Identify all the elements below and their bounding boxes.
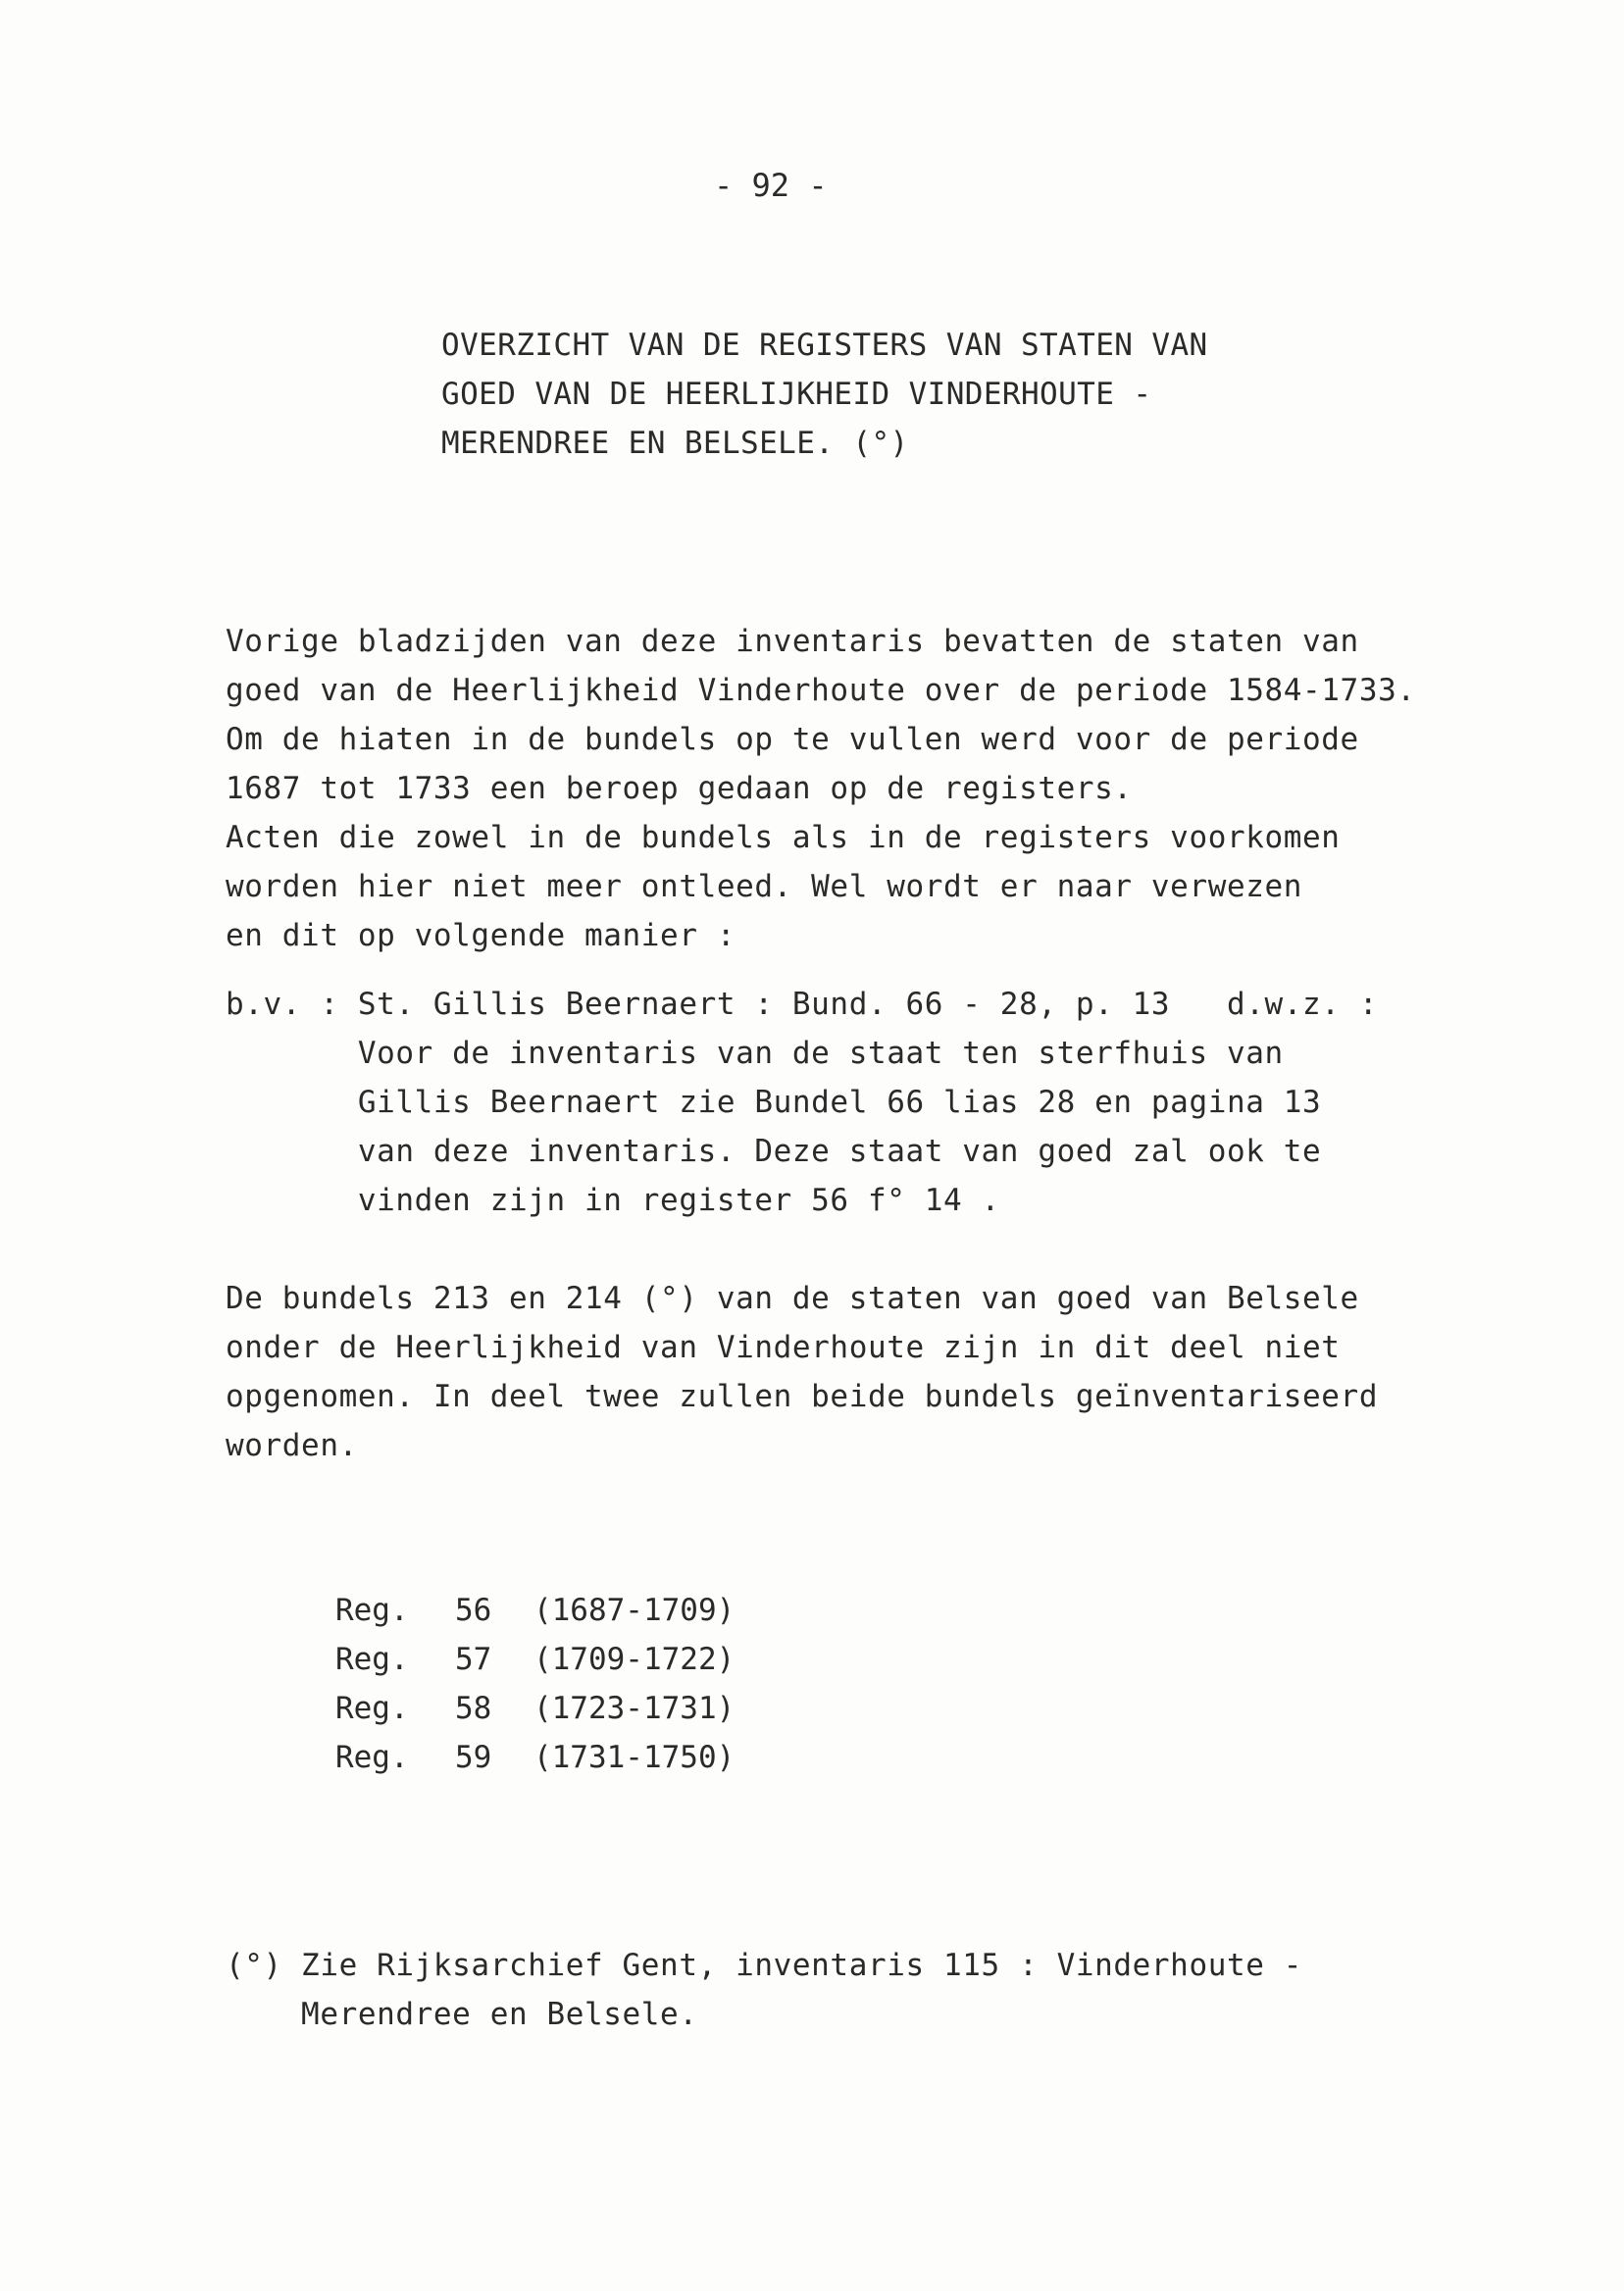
register-label: Reg. [334, 1642, 409, 1677]
register-label: Reg. [334, 1593, 409, 1628]
text-line: onder de Heerlijkheid van Vinderhoute zijn in dit deel niet [226, 1330, 1341, 1365]
register-number: 57 [454, 1642, 492, 1677]
text-line: (°) Zie Rijksarchief Gent, inventaris 115 : Vinderhoute - [226, 1948, 1303, 1983]
title-line: GOED VAN DE HEERLIJKHEID VINDERHOUTE - [441, 377, 1152, 412]
text-line: Merendree en Belsele. [226, 1997, 698, 2032]
page-number: - 92 - [714, 167, 828, 204]
register-label: Reg. [334, 1740, 409, 1775]
text-line: van deze inventaris. Deze staat van goed zal ook te [226, 1134, 1322, 1169]
register-period: (1709-1722) [533, 1642, 736, 1677]
register-number: 58 [454, 1691, 492, 1726]
register-period: (1723-1731) [533, 1691, 736, 1726]
text-line: De bundels 213 en 214 (°) van de staten van goed van Belsele [226, 1281, 1359, 1316]
register-number: 59 [454, 1740, 492, 1775]
text-line: Acten die zowel in de bundels als in de registers voorkomen [226, 820, 1341, 855]
text-line: worden. [226, 1428, 358, 1463]
text-line: opgenomen. In deel twee zullen beide bundels geïnventariseerd [226, 1379, 1379, 1414]
title-line: MERENDREE EN BELSELE. (°) [441, 426, 909, 461]
text-line: Vorige bladzijden van deze inventaris bevatten de staten van [226, 624, 1359, 659]
text-line: Voor de inventaris van de staat ten sterfhuis van [226, 1036, 1284, 1071]
text-line: vinden zijn in register 56 f° 14 . [226, 1183, 1000, 1218]
register-row [226, 1705, 735, 1810]
register-period: (1731-1750) [533, 1740, 736, 1775]
text-line: en dit op volgende manier : [226, 918, 736, 953]
register-label: Reg. [334, 1691, 409, 1726]
text-line: b.v. : St. Gillis Beernaert : Bund. 66 - 28, p. 13 d.w.z. : [226, 987, 1379, 1022]
text-line: Gillis Beernaert zie Bundel 66 lias 28 en pagina 13 [226, 1085, 1322, 1120]
register-number: 56 [454, 1593, 492, 1628]
text-line: 1687 tot 1733 een beroep gedaan op de registers. [226, 771, 1133, 806]
text-line: worden hier niet meer ontleed. Wel wordt er naar verwezen [226, 869, 1303, 904]
title-line: OVERZICHT VAN DE REGISTERS VAN STATEN VAN [441, 328, 1208, 363]
register-period: (1687-1709) [533, 1593, 736, 1628]
text-line: goed van de Heerlijkheid Vinderhoute over de periode 1584-1733. [226, 673, 1416, 708]
text-line: Om de hiaten in de bundels op te vullen werd voor de periode [226, 722, 1359, 757]
